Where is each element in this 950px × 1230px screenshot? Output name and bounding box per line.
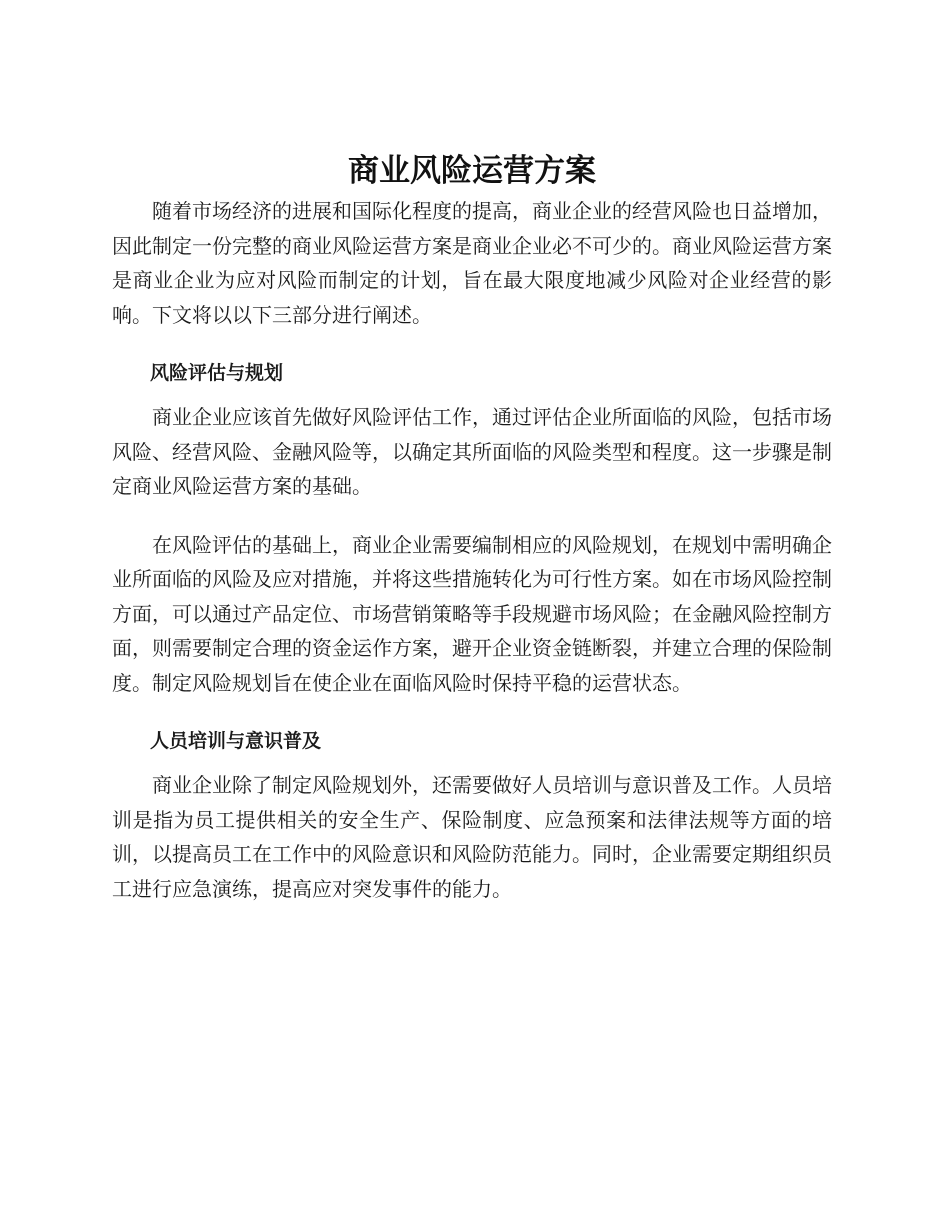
section-2-paragraph-1: 商业企业除了制定风险规划外，还需要做好人员培训与意识普及工作。人员培训是指为员工提供相关的安全生产、保险制度、应急预案和法律法规等方面的培训，以提高员工在工作中的风险意识和风险防范能力。同时，企业需要定期组织员工进行应急演练，提高应对突发事件的能力。	[112, 773, 832, 901]
section-heading-risk-assessment: 风险评估与规划	[150, 362, 284, 384]
section-1-paragraph-1: 商业企业应该首先做好风险评估工作，通过评估企业所面临的风险，包括市场风险、经营风险、金融风险等，以确定其所面临的风险类型和程度。这一步骤是制定商业风险运营方案的基础。	[112, 405, 832, 498]
document-page	[112, 148, 832, 906]
section-heading-staff-training: 人员培训与意识普及	[150, 730, 322, 752]
section-1-paragraph-2: 在风险评估的基础上，商业企业需要编制相应的风险规划，在规划中需明确企业所面临的风险及应对措施，并将这些措施转化为可行性方案。如在市场风险控制方面，可以通过产品定位、市场营销策略等手段规避市场风险；在金融风险控制方面，则需要制定合理的资金运作方案，避开企业资金链断裂，并建立合理的保险制度。制定风险规划旨在使企业在面临风险时保持平稳的运营状态。	[112, 532, 832, 695]
document-title: 商业风险运营方案	[348, 153, 596, 189]
intro-paragraph: 随着市场经济的进展和国际化程度的提高，商业企业的经营风险也日益增加，因此制定一份完整的商业风险运营方案是商业企业必不可少的。商业风险运营方案是商业企业为应对风险而制定的计划，旨在最大限度地减少风险对企业经营的影响。下文将以以下三部分进行阐述。	[112, 199, 832, 327]
